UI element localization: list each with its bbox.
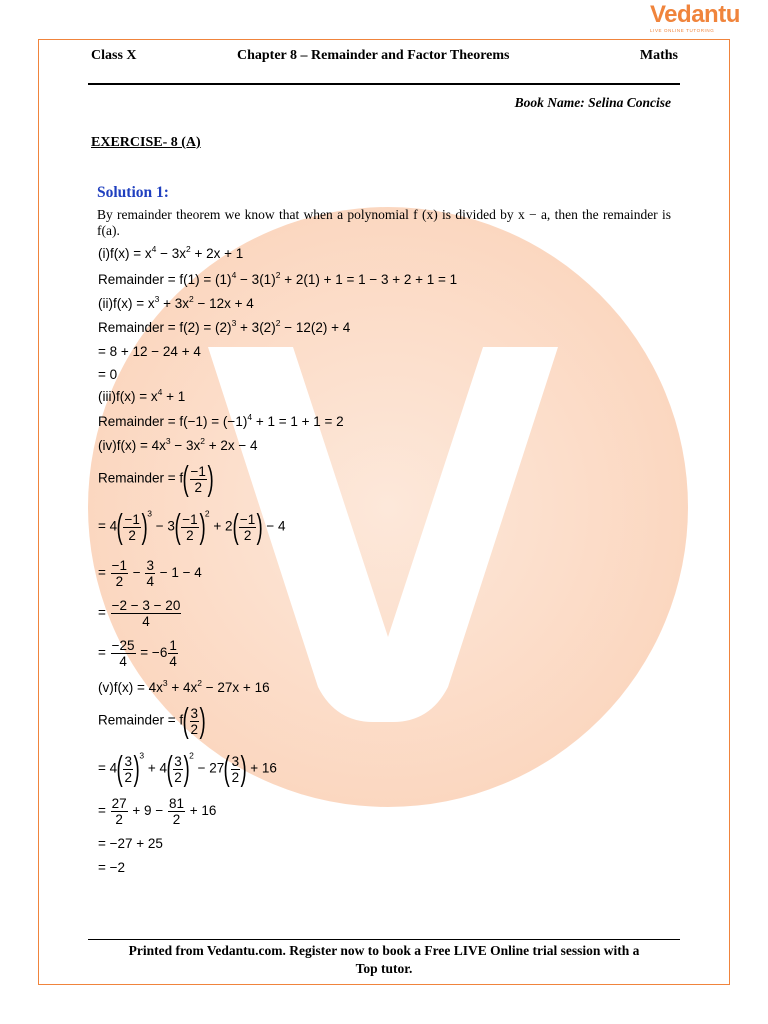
math-line-iv-step2: = $\frac{-1}{2}$ − $\frac{3}{4}$ − 1 − 4 bbox=[98, 558, 202, 589]
exercise-title: EXERCISE- 8 (A) bbox=[91, 135, 201, 150]
header-rule bbox=[88, 83, 680, 85]
math-line-v-step4: = −2 bbox=[98, 860, 126, 875]
header-subject: Maths bbox=[639, 48, 678, 63]
math-line-v: $(v)f(x) = 4x^3 + 4x^2 - 27x + 16$ bbox=[98, 678, 270, 695]
math-line-v-step2: = $\frac{27}{2}$ + 9 − $\frac{81}{2}$ + 16 bbox=[98, 796, 217, 827]
math-line-ii-step2: = 0 bbox=[98, 367, 118, 382]
solution-title: Solution 1: bbox=[97, 184, 169, 201]
logo-tagline: LIVE ONLINE TUTORING bbox=[650, 28, 715, 33]
math-line-v-step1: = 4( $\frac{3}{2}$ )$^3$ + 4( $\frac{3}{2}$ )$^2$ − 27( $\frac{3}{2}$ ) + 16 bbox=[98, 750, 277, 788]
header-class: Class X bbox=[91, 48, 137, 63]
book-name: Book Name: Selina Concise bbox=[514, 95, 671, 110]
vedantu-logo bbox=[650, 1, 740, 37]
math-line-iv-step1: = 4( $\frac{-1}{2}$ )$^3$ − 3( $\frac{-1}{2}$ )$^2$ + 2( $\frac{-1}{2}$ ) − 4 bbox=[98, 508, 286, 546]
math-line-iv: $(iv)f(x) = 4x^3 - 3x^2 + 2x - 4$ bbox=[98, 436, 258, 453]
math-line-v-step3: = −27 + 25 bbox=[98, 836, 163, 851]
footer-line-1: Printed from Vedantu.com. Register now to book a Free LIVE Online trial session with a bbox=[128, 943, 640, 958]
math-line-remainder-v: Remainder = f( $\frac{3}{2}$ ) bbox=[98, 702, 206, 740]
math-line-i: $(i)f(x) = x^4 - 3x^2 + 2x + 1$ bbox=[98, 244, 244, 261]
math-line-remainder-iv: Remainder = f( $\frac{-1}{2}$ ) bbox=[98, 460, 214, 498]
math-line-iv-step3: = $\frac{-2 - 3 - 20}{4}$ bbox=[98, 598, 181, 629]
footer-line-2: Top tutor. bbox=[355, 961, 413, 976]
header-chapter: Chapter 8 – Remainder and Factor Theorems bbox=[237, 48, 510, 63]
footer-rule bbox=[88, 939, 680, 940]
math-line-remainder-iii: Remainder = $f(-1) = (-1)^4 + 1 = 1 + 1 = 2$ bbox=[98, 412, 344, 429]
footer-text bbox=[88, 942, 680, 978]
logo-wordmark: Vedantu bbox=[650, 1, 740, 28]
math-line-remainder-i: Remainder = $f(1) = (1)^4 - 3(1)^2 + 2(1) + 1 = 1 - 3 + 2 + 1 = 1$ bbox=[98, 270, 458, 287]
math-line-ii: $(ii)f(x) = x^3 + 3x^2 - 12x + 4$ bbox=[98, 294, 254, 311]
math-line-remainder-ii: Remainder = $f(2) = (2)^3 + 3(2)^2 - 12(2) + 4$ bbox=[98, 318, 351, 335]
math-line-iii: $(iii)f(x) = x^4 + 1$ bbox=[98, 387, 186, 404]
solution-intro: By remainder theorem we know that when a polynomial f (x) is divided by x − a, then the remainder is f(a). bbox=[97, 207, 671, 238]
math-line-ii-step1: = 8 + 12 − 24 + 4 bbox=[98, 344, 201, 359]
math-line-iv-step4: = $\frac{-25}{4}$ = −6 $\frac{1}{4}$ bbox=[98, 638, 177, 669]
